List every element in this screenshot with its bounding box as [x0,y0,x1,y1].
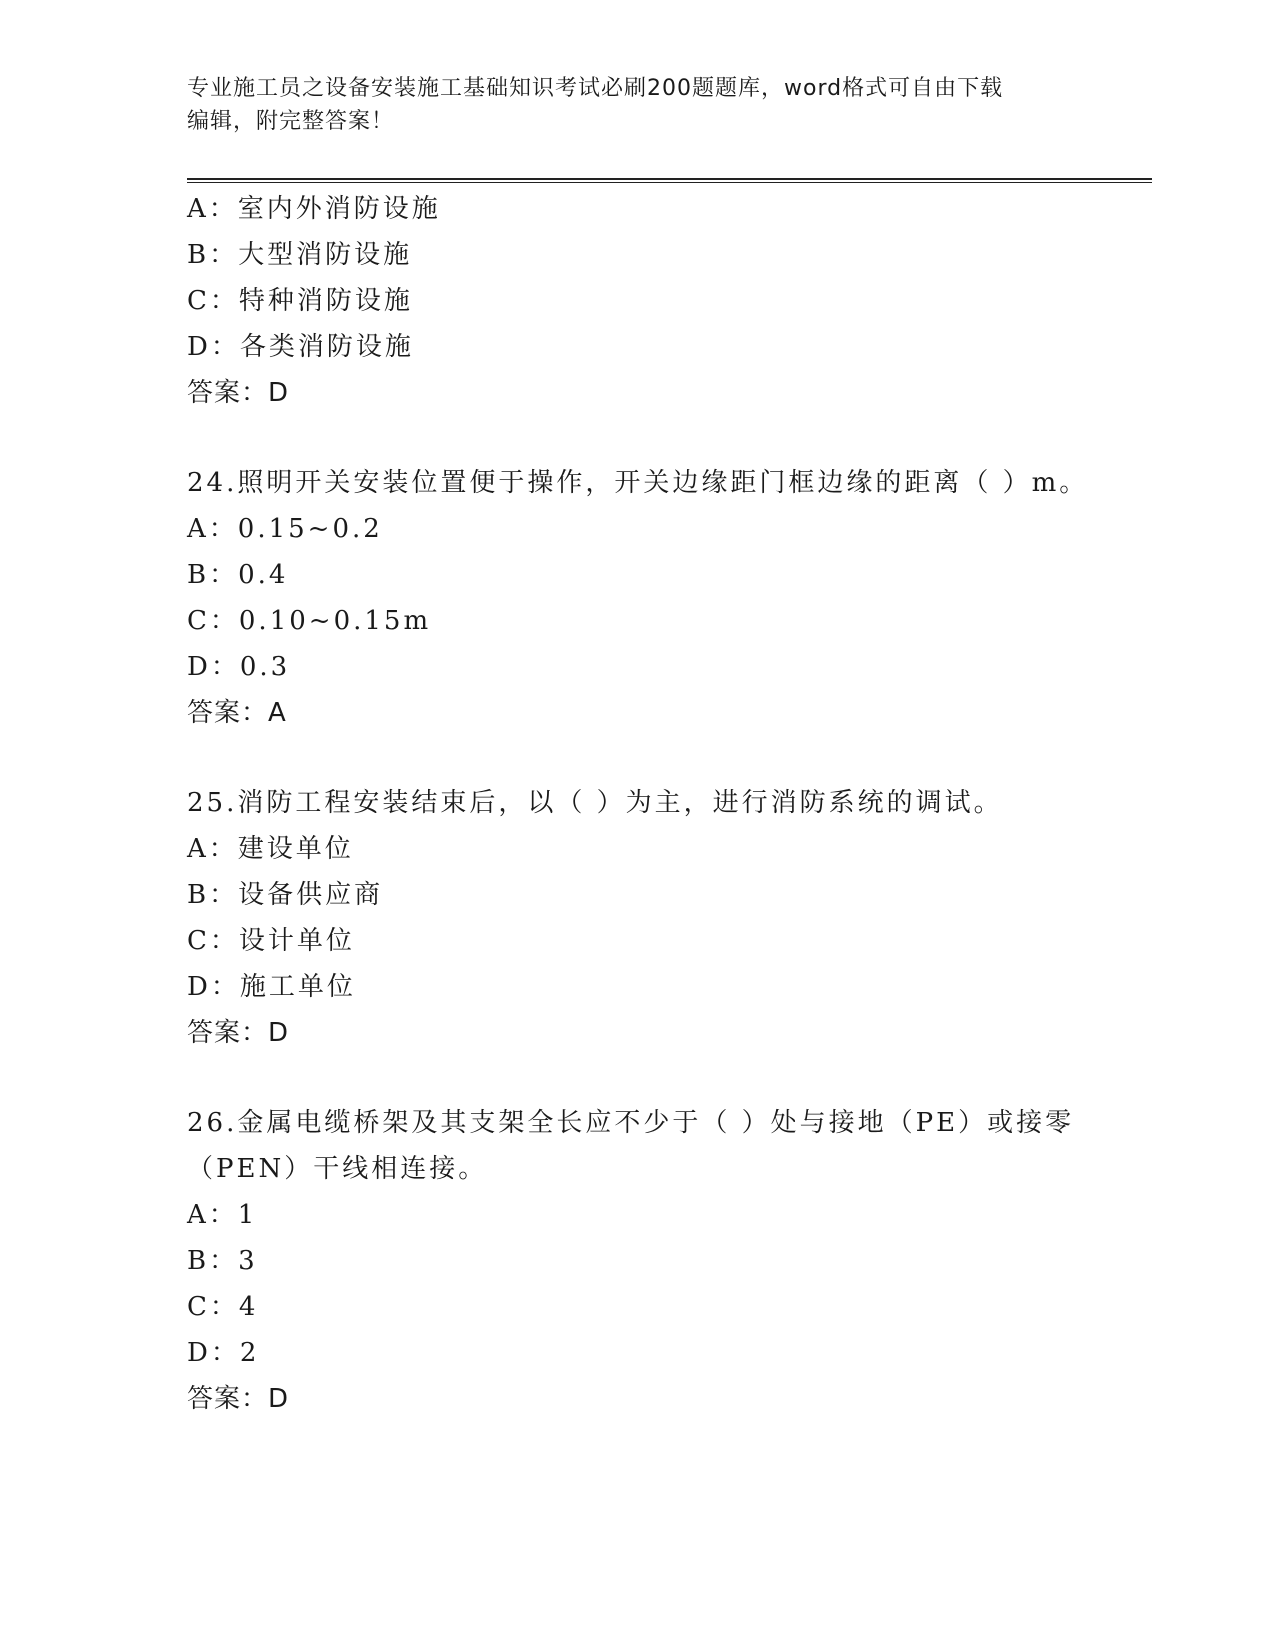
option-a: A：0.15~0.2 [187,514,383,544]
spacer [187,736,1147,780]
option-a: A：室内外消防设施 [187,194,441,224]
header-divider [187,178,1152,183]
question-stem-line-1: 26.金属电缆桥架及其支架全长应不少于（ ）处与接地（PE）或接零 [187,1108,1075,1138]
option-c: C：特种消防设施 [187,286,413,316]
question-stem: 25.消防工程安装结束后，以（ ）为主，进行消防系统的调试。 [187,788,1003,818]
header-title-line-1: 专业施工员之设备安装施工基础知识考试必刷200题题库，word格式可自由下载 [187,76,1004,101]
question-23 [187,186,1147,416]
spacer [187,416,1147,460]
option-b: B：3 [187,1246,258,1276]
option-d: D：2 [187,1338,260,1368]
option-d: D：0.3 [187,652,291,682]
option-c: C：0.10~0.15m [187,606,432,636]
document-header [187,72,1087,138]
question-list [187,186,1147,1422]
answer-line: 答案：A [187,698,287,728]
option-b: B：0.4 [187,560,289,590]
option-a: A：1 [187,1200,258,1230]
question-24 [187,460,1147,736]
answer-line: 答案：D [187,378,290,408]
question-stem-line-2: （PEN）干线相连接。 [187,1154,488,1184]
question-25 [187,780,1147,1056]
answer-line: 答案：D [187,1018,290,1048]
option-b: B：设备供应商 [187,880,384,910]
option-c: C：设计单位 [187,926,355,956]
option-a: A：建设单位 [187,834,354,864]
option-d: D：各类消防设施 [187,332,414,362]
header-title-line-2: 编辑，附完整答案！ [187,109,395,134]
option-c: C：4 [187,1292,259,1322]
spacer [187,1056,1147,1100]
answer-line: 答案：D [187,1384,290,1414]
option-b: B：大型消防设施 [187,240,413,270]
question-26 [187,1100,1147,1422]
option-d: D：施工单位 [187,972,356,1002]
question-stem: 24.照明开关安装位置便于操作，开关边缘距门框边缘的距离（ ）m。 [187,468,1089,498]
